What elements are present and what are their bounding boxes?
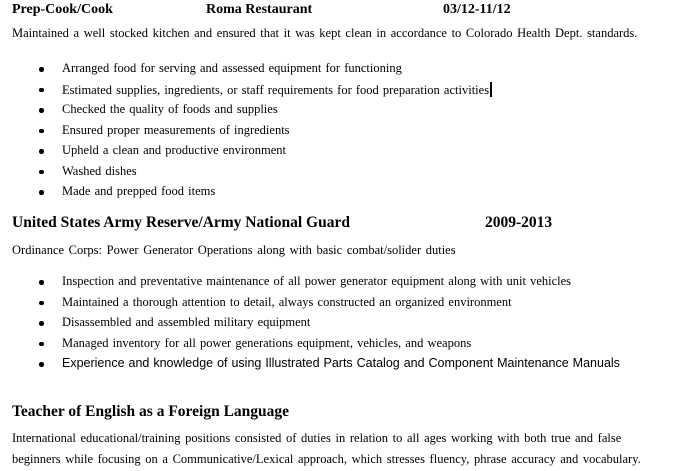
bullet-icon (39, 362, 44, 367)
job-title-3[interactable]: Teacher of English as a Foreign Language (12, 403, 290, 420)
summary-line-2[interactable]: beginners while focusing on a Communicative/Lexical approach, which stresses fluency, phrase accuracy and vocabulary. (12, 451, 641, 466)
bullet-item[interactable] (0, 293, 698, 314)
bullet-icon (39, 149, 44, 154)
job-dates-1[interactable]: 03/12-11/12 (443, 2, 511, 17)
employer-name-1[interactable]: Roma Restaurant (206, 2, 313, 17)
job-header-2 (0, 214, 698, 234)
summary-line-1[interactable]: International educational/training positions consisted of duties in relation to all ages working with both true and false (12, 431, 622, 445)
bullet-icon (39, 129, 44, 134)
job-summary-2[interactable]: Ordinance Corps: Power Generator Operations along with basic combat/solider duties (12, 243, 456, 257)
job-header-1 (0, 2, 698, 22)
bullet-text[interactable]: Made and prepped food items (62, 184, 216, 198)
bullet-icon (39, 342, 44, 347)
job-title-2[interactable]: United States Army Reserve/Army National Guard (12, 214, 350, 231)
bullet-list-2 (0, 272, 698, 375)
bullet-item[interactable] (0, 354, 698, 375)
bullet-item[interactable] (0, 162, 698, 183)
bullet-text[interactable]: Washed dishes (62, 163, 137, 178)
bullet-item[interactable] (0, 313, 698, 334)
text-cursor (490, 82, 492, 97)
bullet-text[interactable]: Disassembled and assembled military equipment (62, 315, 311, 329)
bullet-item[interactable] (0, 121, 698, 142)
bullet-text[interactable]: Inspection and preventative maintenance of all power generator equipment along with unit vehicles (62, 274, 572, 288)
bullet-item[interactable] (0, 80, 698, 101)
job-header-3 (0, 403, 698, 423)
bullet-text[interactable]: Experience and knowledge of using Illustrated Parts Catalog and Component Maintenance Manuals (62, 356, 620, 370)
job-title-1[interactable]: Prep-Cook/Cook (12, 2, 113, 17)
bullet-text[interactable]: Checked the quality of foods and supplies (62, 102, 278, 116)
bullet-list-1 (0, 59, 698, 203)
bullet-icon (39, 301, 44, 306)
bullet-icon (39, 108, 44, 113)
job-summary-3[interactable] (12, 428, 641, 469)
bullet-text[interactable]: Arranged food for serving and assessed equipment for functioning (62, 61, 402, 75)
bullet-item[interactable] (0, 100, 698, 121)
bullet-item[interactable] (0, 59, 698, 80)
bullet-text[interactable]: Ensured proper measurements of ingredients (62, 122, 290, 137)
job-summary-1[interactable]: Maintained a well stocked kitchen and ensured that it was kept clean in accordance to Colorado Health Dept. standards. (12, 26, 638, 40)
bullet-text[interactable]: Estimated supplies, ingredients, or staff requirements for food preparation activities (62, 82, 490, 97)
bullet-icon (39, 170, 44, 175)
bullet-item[interactable] (0, 182, 698, 203)
bullet-icon (39, 88, 44, 93)
job-dates-2[interactable]: 2009-2013 (485, 214, 553, 231)
bullet-text[interactable]: Maintained a thorough attention to detail, always constructed an organized environment (62, 294, 512, 309)
bullet-icon (39, 321, 44, 326)
bullet-text[interactable]: Managed inventory for all power generations equipment, vehicles, and weapons (62, 335, 472, 350)
bullet-item[interactable] (0, 334, 698, 355)
bullet-icon (39, 67, 44, 72)
bullet-item[interactable] (0, 272, 698, 293)
bullet-icon (39, 190, 44, 195)
bullet-icon (39, 280, 44, 285)
bullet-item[interactable] (0, 141, 698, 162)
bullet-text[interactable]: Upheld a clean and productive environment (62, 143, 287, 157)
bullet-text-with-cursor[interactable] (62, 82, 492, 98)
